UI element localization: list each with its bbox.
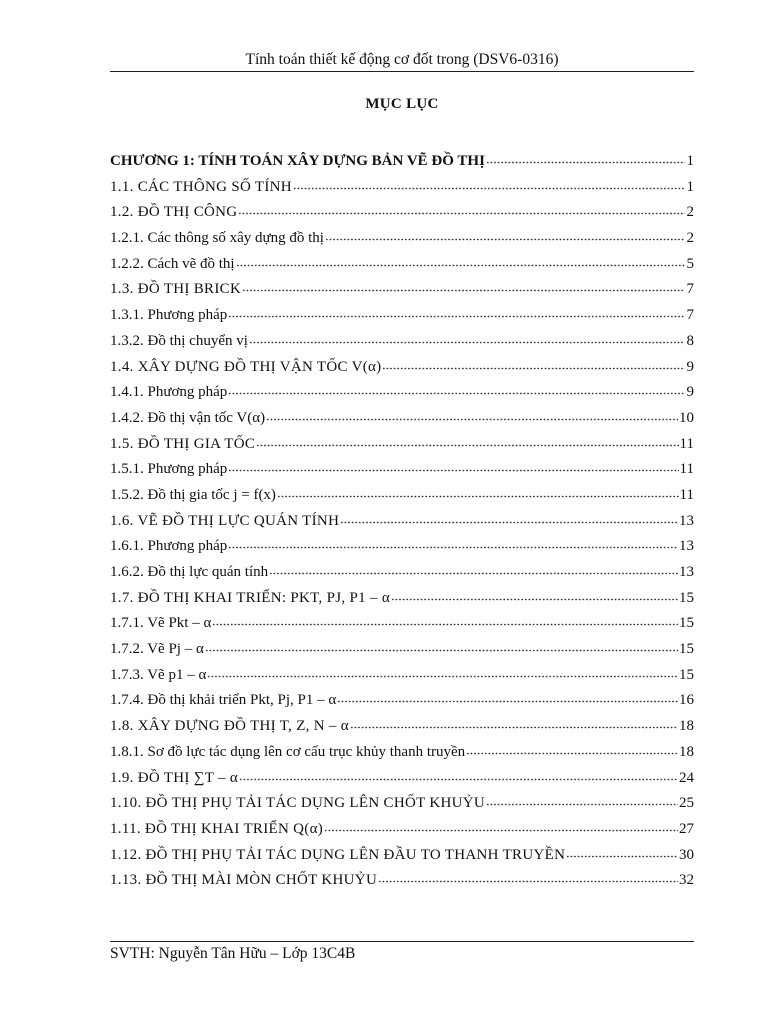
toc-page-number: 11 (679, 461, 694, 478)
toc-entry-text: 1.5.1. Phương pháp (110, 461, 228, 478)
toc-entry-text: 1.1. CÁC THÔNG SỐ TÍNH (110, 178, 292, 195)
toc-page-number: 10 (679, 409, 694, 426)
toc-page-number: 25 (679, 795, 694, 812)
toc-entry-text: 1.12. ĐỒ THỊ PHỤ TẢI TÁC DỤNG LÊN ĐẦU TO THANH TRUYỀN (110, 846, 566, 863)
toc-page-number: 27 (679, 820, 694, 837)
toc-entry-text: 1.4.1. Phương pháp (110, 384, 228, 401)
toc-page-number: 1 (686, 178, 694, 195)
toc-page-number: 16 (679, 692, 694, 709)
dot-leader (228, 303, 685, 319)
toc-page-number: 18 (679, 743, 694, 760)
dot-leader (269, 560, 678, 576)
toc-page-number: 13 (679, 564, 694, 580)
toc-page-number: 7 (686, 307, 694, 324)
toc-entry-text: 1.2. ĐỒ THỊ CÔNG (110, 204, 238, 221)
page-header: Tính toán thiết kế động cơ đốt trong (DSV6-0316) (245, 51, 559, 68)
toc-page-number: 11 (679, 486, 694, 503)
dot-leader (337, 688, 678, 704)
toc-entry-text: 1.2.1. Các thông số xây dựng đồ thị (110, 230, 324, 247)
toc-entry[interactable] (110, 277, 694, 303)
toc-page-number: 2 (686, 204, 694, 221)
toc-entry[interactable] (110, 740, 694, 766)
toc-entry-text: 1.7.3. Vẽ p1 – α (110, 666, 207, 683)
toc-entry[interactable] (110, 663, 694, 689)
toc-page-number: 15 (679, 666, 694, 683)
toc-entry[interactable] (110, 637, 694, 663)
dot-leader (340, 509, 678, 525)
toc-entry-text: 1.6. VẼ ĐỒ THỊ LỰC QUÁN TÍNH (110, 512, 340, 529)
toc-entry[interactable] (110, 688, 694, 714)
toc-entry-text: 1.9. ĐỒ THỊ ∑T – α (110, 769, 238, 786)
toc-page-number: 11 (679, 435, 694, 452)
toc-entry[interactable] (110, 483, 694, 509)
toc-entry[interactable] (110, 226, 694, 252)
toc-entry[interactable] (110, 406, 694, 432)
dot-leader (205, 637, 678, 653)
dot-leader (228, 534, 678, 550)
toc-page-number: 15 (679, 615, 694, 632)
toc-entry[interactable] (110, 843, 694, 869)
toc-entry-text: 1.7.4. Đồ thị khải triển Pkt, Pj, P1 – α (110, 692, 337, 709)
toc-entry[interactable] (110, 200, 694, 226)
toc-entry-text: 1.3.2. Đồ thị chuyển vị (110, 332, 248, 349)
toc-entry-text: 1.10. ĐỒ THỊ PHỤ TẢI TÁC DỤNG LÊN CHỐT KHUỶU (110, 795, 486, 812)
toc-entry-text: 1.3. ĐỒ THỊ BRICK (110, 281, 242, 298)
toc-page-number: 9 (686, 358, 694, 375)
toc-entry[interactable] (110, 714, 694, 740)
toc-entry[interactable] (110, 252, 694, 278)
toc-title: MỤC LỤC (365, 96, 439, 112)
dot-leader (350, 714, 678, 730)
dot-leader (228, 457, 678, 473)
dot-leader (293, 175, 685, 191)
dot-leader (207, 663, 678, 679)
toc-entry[interactable] (110, 175, 694, 201)
toc-entry[interactable] (110, 457, 694, 483)
toc-page-number: 30 (679, 846, 694, 863)
toc-entry-text: 1.7.2. Vẽ Pj – α (110, 641, 204, 658)
toc-entry-text: 1.7. ĐỒ THỊ KHAI TRIỂN: PKT, PJ, P1 – α (110, 589, 390, 606)
toc-page-number: 5 (686, 255, 694, 272)
dot-leader (239, 766, 678, 782)
dot-leader (378, 868, 678, 884)
dot-leader (382, 355, 685, 371)
toc-entry[interactable] (110, 766, 694, 792)
toc-entry[interactable] (110, 380, 694, 406)
toc-entry-text: 1.5.2. Đồ thị gia tốc j = f(x) (110, 486, 276, 503)
toc-page-number: 18 (679, 718, 694, 735)
dot-leader (566, 843, 678, 859)
dot-leader (325, 226, 685, 242)
table-of-contents (110, 149, 694, 894)
toc-entry-text: 1.4.2. Đồ thị vận tốc V(α) (110, 409, 266, 426)
toc-entry[interactable] (110, 817, 694, 843)
dot-leader (236, 252, 685, 268)
toc-entry-text: 1.13. ĐỒ THỊ MÀI MÒN CHỐT KHUỶU (110, 872, 378, 889)
toc-entry-text: 1.7.1. Vẽ Pkt – α (110, 615, 212, 632)
toc-entry-text: CHƯƠNG 1: TÍNH TOÁN XÂY DỰNG BẢN VẼ ĐỒ THỊ (110, 153, 485, 169)
dot-leader (466, 740, 678, 756)
header-divider (110, 71, 694, 72)
toc-page-number: 13 (679, 538, 694, 555)
toc-entry-text: 1.4. XÂY DỰNG ĐỒ THỊ VẬN TỐC V(α) (110, 358, 382, 375)
toc-entry[interactable] (110, 509, 694, 535)
dot-leader (249, 329, 685, 345)
toc-page-number: 15 (679, 641, 694, 658)
toc-page-number: 9 (686, 384, 694, 401)
dot-leader (277, 483, 679, 499)
dot-leader (486, 149, 685, 165)
toc-entry[interactable] (110, 303, 694, 329)
toc-entry[interactable] (110, 534, 694, 560)
toc-page-number: 2 (686, 230, 694, 247)
dot-leader (256, 432, 678, 448)
toc-entry[interactable] (110, 329, 694, 355)
dot-leader (266, 406, 678, 422)
toc-page-number: 24 (679, 769, 694, 786)
toc-entry-text: 1.5. ĐỒ THỊ GIA TỐC (110, 435, 256, 452)
dot-leader (238, 200, 685, 216)
toc-page-number: 32 (679, 872, 694, 889)
dot-leader (391, 586, 678, 602)
toc-entry[interactable] (110, 149, 694, 175)
toc-entry[interactable] (110, 560, 694, 586)
toc-entry[interactable] (110, 355, 694, 381)
toc-entry[interactable] (110, 586, 694, 612)
dot-leader (242, 277, 685, 293)
toc-page-number: 13 (679, 512, 694, 529)
toc-entry[interactable] (110, 611, 694, 637)
toc-entry-text: 1.8.1. Sơ đồ lực tác dụng lên cơ cấu trục khủy thanh truyền (110, 743, 466, 760)
dot-leader (212, 611, 678, 627)
toc-page-number: 15 (679, 589, 694, 606)
dot-leader (228, 380, 685, 396)
toc-page-number: 1 (686, 153, 694, 169)
page-footer: SVTH: Nguyễn Tân Hữu – Lớp 13C4B (110, 945, 356, 962)
dot-leader (486, 791, 678, 807)
toc-page-number: 8 (686, 332, 694, 349)
toc-entry-text: 1.8. XÂY DỰNG ĐỒ THỊ T, Z, N – α (110, 718, 349, 735)
dot-leader (324, 817, 678, 833)
toc-entry[interactable] (110, 868, 694, 894)
toc-entry-text: 1.11. ĐỒ THỊ KHAI TRIỂN Q(α) (110, 820, 324, 837)
footer-divider (110, 941, 694, 942)
toc-page-number: 7 (686, 281, 694, 298)
toc-entry[interactable] (110, 432, 694, 458)
toc-entry-text: 1.2.2. Cách vẽ đồ thị (110, 255, 235, 272)
toc-entry-text: 1.6.2. Đồ thị lực quán tính (110, 564, 269, 580)
toc-entry-text: 1.6.1. Phương pháp (110, 538, 228, 555)
toc-entry[interactable] (110, 791, 694, 817)
toc-entry-text: 1.3.1. Phương pháp (110, 307, 228, 324)
